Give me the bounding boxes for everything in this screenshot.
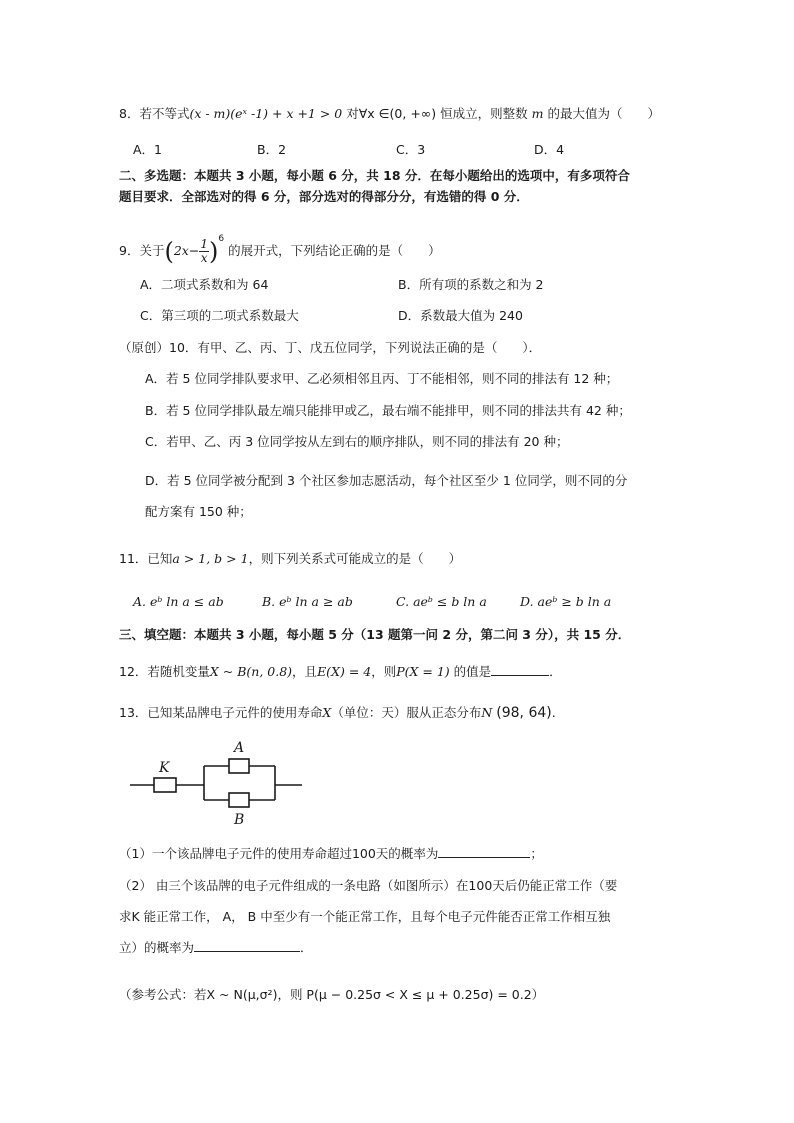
switch-k-box: [154, 778, 176, 792]
q9-option-c[interactable]: C．第三项的二项式系数最大: [140, 308, 299, 323]
section2-heading-line1: 二、多选题：本题共 3 小题，每小题 6 分，共 18 分．在每小题给出的选项中，有多项符合: [119, 168, 630, 183]
section2-heading-line2: 题目要求．全部选对的得 6 分，部分选对的得部分分，有选错的得 0 分．: [119, 189, 529, 204]
circuit-diagram: [126, 736, 306, 828]
q11-option-c[interactable]: C. aeᵇ ≤ b ln a: [396, 594, 487, 609]
q13-part1: （1）一个该品牌电子元件的使用寿命超过100天的概率为 ；: [119, 846, 543, 861]
q9-stem: 9．关于(2x− $\frac{1}{x}$ )$^6$ 的展开式，下列结论正确的是（ ）: [119, 234, 441, 266]
q13-stem: 13．已知某品牌电子元件的使用寿命X（单位：天）服从正态分布N (98, 64).: [119, 705, 556, 721]
q10-option-b[interactable]: B．若 5 位同学排队最左端只能排甲或乙，最右端不能排甲，则不同的排法共有 42 种；: [145, 403, 631, 418]
q10-option-d-cont: 配方案有 150 种；: [145, 504, 252, 519]
q13-part2-line2: 求K 能正常工作， A， B 中至少有一个能正常工作，且每个电子元件能否正常工作相互独: [119, 909, 611, 924]
q12-stem: 12．若随机变量X ~ B(n, 0.8)，且E(X) = 4，则P(X = 1) 的值是 ．: [119, 664, 562, 679]
label-k: K: [159, 760, 170, 776]
q10-option-a[interactable]: A．若 5 位同学排队要求甲、乙必须相邻且丙、丁不能相邻，则不同的排法有 12 种；: [145, 371, 619, 386]
component-a-box: [229, 759, 249, 773]
q8-option-c[interactable]: C．3: [396, 142, 426, 157]
q13-part1-blank[interactable]: [438, 845, 530, 858]
q8-option-a[interactable]: A．1: [133, 142, 163, 157]
q11-option-b[interactable]: B. eᵇ ln a ≥ ab: [262, 594, 353, 609]
q11-option-d[interactable]: D. aeᵇ ≥ b ln a: [520, 594, 612, 609]
q10-option-c[interactable]: C．若甲、乙、丙 3 位同学按从左到右的顺序排队，则不同的排法有 20 种；: [145, 434, 569, 449]
q12-answer-blank[interactable]: [491, 663, 549, 676]
q10-option-d[interactable]: D．若 5 位同学被分配到 3 个社区参加志愿活动，每个社区至少 1 位同学，则不同的分: [145, 473, 628, 488]
q8-forall: 对∀x ∈(0, +∞): [346, 106, 437, 121]
q9-option-b[interactable]: B．所有项的系数之和为 2: [398, 277, 544, 292]
q13-part2-line1: （2） 由三个该品牌的电子元件组成的一条电路（如图所示）在100天后仍能正常工作（要: [119, 878, 618, 893]
q8-inequality: (x - m)(eˣ -1) + x +1 > 0: [189, 106, 343, 121]
q8-option-d[interactable]: D．4: [534, 142, 565, 157]
q9-option-a[interactable]: A．二项式系数和为 64: [140, 277, 269, 292]
section3-heading: 三、填空题：本题共 3 小题，每小题 5 分（13 题第一问 2 分，第二问 3 分），共 15 分．: [119, 627, 631, 642]
label-a: A: [234, 740, 245, 756]
q13-part2-blank[interactable]: [194, 939, 300, 952]
component-b-box: [229, 793, 249, 807]
label-b: B: [234, 812, 245, 828]
q9-fraction: $\frac{1}{x}$: [200, 237, 208, 265]
q8-stem: 8．若不等式(x - m)(eˣ -1) + x +1 > 0 对∀x ∈(0, +∞) 恒成立，则整数 m 的最大值为（ ）: [119, 106, 660, 121]
q11-option-a[interactable]: A. eᵇ ln a ≤ ab: [133, 594, 224, 609]
q10-stem: （原创）10．有甲、乙、丙、丁、戊五位同学，下列说法正确的是（ ）．: [119, 340, 542, 355]
reference-formula: （参考公式：若X ~ N(μ,σ²)，则 P(μ − 0.25σ < X ≤ μ + 0.25σ) = 0.2）: [119, 987, 545, 1002]
q9-option-d[interactable]: D．系数最大值为 240: [398, 308, 523, 323]
q8-option-b[interactable]: B．2: [257, 142, 287, 157]
q13-part2-line3: 立）的概率为 ．: [119, 940, 313, 955]
q11-stem: 11．已知a > 1, b > 1，则下列关系式可能成立的是（ ）: [119, 551, 462, 566]
